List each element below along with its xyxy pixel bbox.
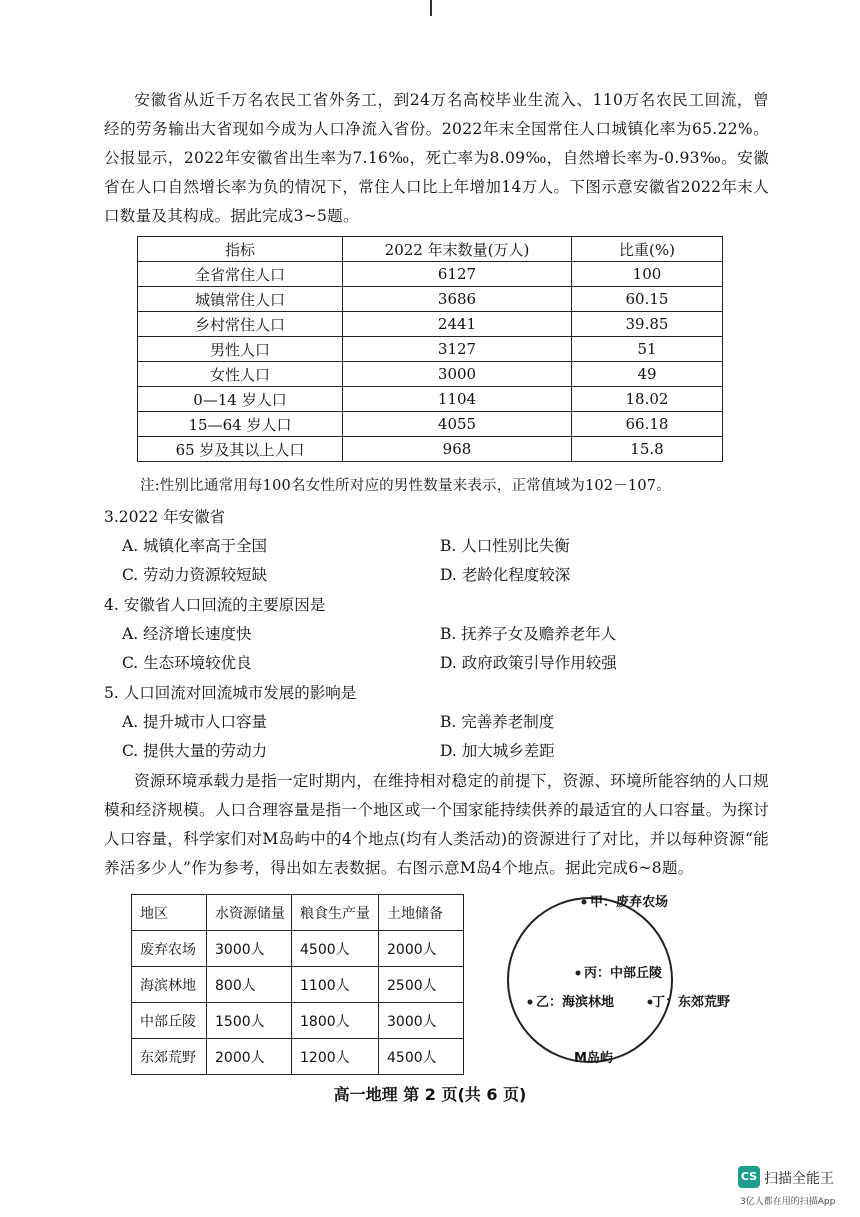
island-caption: M岛屿 (574, 1051, 613, 1066)
table-header-row (138, 237, 723, 262)
table-header-cell: 水资源储量 (207, 895, 292, 931)
question-5-option-b[interactable]: B. 完善养老制度 (440, 713, 555, 731)
table-cell: 49 (572, 362, 723, 387)
table-cell: 1200人 (292, 1039, 379, 1075)
resource-text: 资源环境承载力是指一定时期内，在维持相对稳定的前提下，资源、环境所能容纳的人口规模和经济规模。人口合理容量是指一个地区或一个国家能持续供养的最适宜的人口容量。为探讨人口容量，科学家们对M岛屿中的4个地点(均有人类活动)的资源进行了对比，并以每种资源“能养活多少人”作为参考，得出如左表数据。右图示意M岛4个地点。据此完成6~8题。 (104, 772, 770, 877)
table-cell: 6127 (343, 262, 572, 287)
point-label-yi: 乙：海滨林地 (536, 995, 615, 1010)
question-3-option-d[interactable]: D. 老龄化程度较深 (440, 566, 571, 584)
table-header-cell: 土地储备 (379, 895, 464, 931)
table-cell: 1104 (343, 387, 572, 412)
question-4-option-a[interactable]: A. 经济增长速度快 (122, 625, 252, 643)
table-header-row (132, 895, 464, 931)
table-cell: 4500人 (292, 931, 379, 967)
table-cell: 800人 (207, 967, 292, 1003)
camscanner-name: 扫描全能王 (764, 1171, 834, 1187)
point-label-ding: 丁：东郊荒野 (652, 995, 731, 1010)
table-cell: 15.8 (572, 437, 723, 462)
table-cell: 4055 (343, 412, 572, 437)
question-5-stem: 5. 人口回流对回流城市发展的影响是 (104, 684, 357, 702)
table-cell: 乡村常住人口 (138, 312, 343, 337)
table-cell: 2500人 (379, 967, 464, 1003)
question-4-option-b[interactable]: B. 抚养子女及赡养老年人 (440, 625, 617, 643)
table-row (132, 1039, 464, 1075)
table-cell: 1500人 (207, 1003, 292, 1039)
camscanner-tagline: 3亿人都在用的扫描App (740, 1197, 836, 1207)
table-header-cell: 2022 年末数量(万人) (343, 237, 572, 262)
question-4-option-c[interactable]: C. 生态环境较优良 (122, 654, 252, 672)
table-cell: 51 (572, 337, 723, 362)
table-cell: 15—64 岁人口 (138, 412, 343, 437)
table-cell: 66.18 (572, 412, 723, 437)
table-cell: 废弃农场 (132, 931, 207, 967)
table-cell: 2000人 (379, 931, 464, 967)
question-3-option-a[interactable]: A. 城镇化率高于全国 (122, 537, 268, 555)
scan-edge-mark (430, 0, 432, 16)
intro-text: 安徽省从近千万名农民工省外务工，到24万名高校毕业生流入、110万名农民工回流，曾经的劳务输出大省现如今成为人口净流入省份。2022年末全国常住人口城镇化率为65.22%。公报显示，2022年安徽省出生率为7.16‰，死亡率为8.09‰，自然增长率为-0.93‰。安徽省在人口自然增长率为负的情况下，常住人口比上年增加14万人。下图示意安徽省2022年末人口数量及其构成。据此完成3~5题。 (104, 91, 769, 225)
table-row (138, 412, 723, 437)
table-cell: 39.85 (572, 312, 723, 337)
population-table (137, 236, 723, 462)
table-header-cell: 指标 (138, 237, 343, 262)
table-cell: 1800人 (292, 1003, 379, 1039)
table-cell: 东郊荒野 (132, 1039, 207, 1075)
table-row (138, 337, 723, 362)
table-note: 注:性别比通常用每100名女性所对应的男性数量来表示，正常值域为102－107。 (140, 478, 671, 494)
table-cell: 18.02 (572, 387, 723, 412)
table-row (132, 1003, 464, 1039)
resource-table (131, 894, 464, 1075)
question-5-option-c[interactable]: C. 提供大量的劳动力 (122, 742, 268, 760)
page-footer: 高一地理 第 2 页(共 6 页) (333, 1085, 527, 1104)
table-cell: 1100人 (292, 967, 379, 1003)
table-cell: 3000 (343, 362, 572, 387)
table-cell: 4500人 (379, 1039, 464, 1075)
island-map (490, 890, 780, 1070)
table-cell: 全省常住人口 (138, 262, 343, 287)
table-cell: 60.15 (572, 287, 723, 312)
question-4-stem: 4. 安徽省人口回流的主要原因是 (104, 596, 326, 614)
point-label-bing: 丙：中部丘陵 (584, 966, 663, 981)
table-row (132, 967, 464, 1003)
point-label-jia: 甲：废弃农场 (590, 895, 669, 910)
table-row (138, 312, 723, 337)
question-3-option-c[interactable]: C. 劳动力资源较短缺 (122, 566, 268, 584)
table-cell: 3000人 (207, 931, 292, 967)
table-row (138, 387, 723, 412)
table-cell: 2441 (343, 312, 572, 337)
table-cell: 65 岁及其以上人口 (138, 437, 343, 462)
table-cell: 女性人口 (138, 362, 343, 387)
table-row (138, 287, 723, 312)
table-cell: 2000人 (207, 1039, 292, 1075)
table-cell: 男性人口 (138, 337, 343, 362)
table-row (138, 262, 723, 287)
table-header-cell: 比重(%) (572, 237, 723, 262)
table-cell: 海滨林地 (132, 967, 207, 1003)
table-cell: 中部丘陵 (132, 1003, 207, 1039)
question-3-option-b[interactable]: B. 人口性别比失衡 (440, 537, 570, 555)
point-marker (528, 1000, 533, 1005)
table-row (132, 931, 464, 967)
table-cell: 3000人 (379, 1003, 464, 1039)
table-cell: 100 (572, 262, 723, 287)
table-cell: 0—14 岁人口 (138, 387, 343, 412)
question-3-stem: 3.2022 年安徽省 (104, 508, 226, 526)
table-header-cell: 粮食生产量 (292, 895, 379, 931)
table-cell: 3686 (343, 287, 572, 312)
point-marker (582, 900, 587, 905)
camscanner-logo-icon: CS (738, 1166, 760, 1188)
table-header-cell: 地区 (132, 895, 207, 931)
table-row (138, 437, 723, 462)
table-cell: 3127 (343, 337, 572, 362)
point-marker (576, 971, 581, 976)
table-row (138, 362, 723, 387)
question-5-option-a[interactable]: A. 提升城市人口容量 (122, 713, 268, 731)
intro-paragraph (104, 86, 769, 231)
question-4-option-d[interactable]: D. 政府政策引导作用较强 (440, 654, 617, 672)
resource-paragraph (104, 767, 769, 883)
question-5-option-d[interactable]: D. 加大城乡差距 (440, 742, 555, 760)
table-cell: 城镇常住人口 (138, 287, 343, 312)
table-cell: 968 (343, 437, 572, 462)
